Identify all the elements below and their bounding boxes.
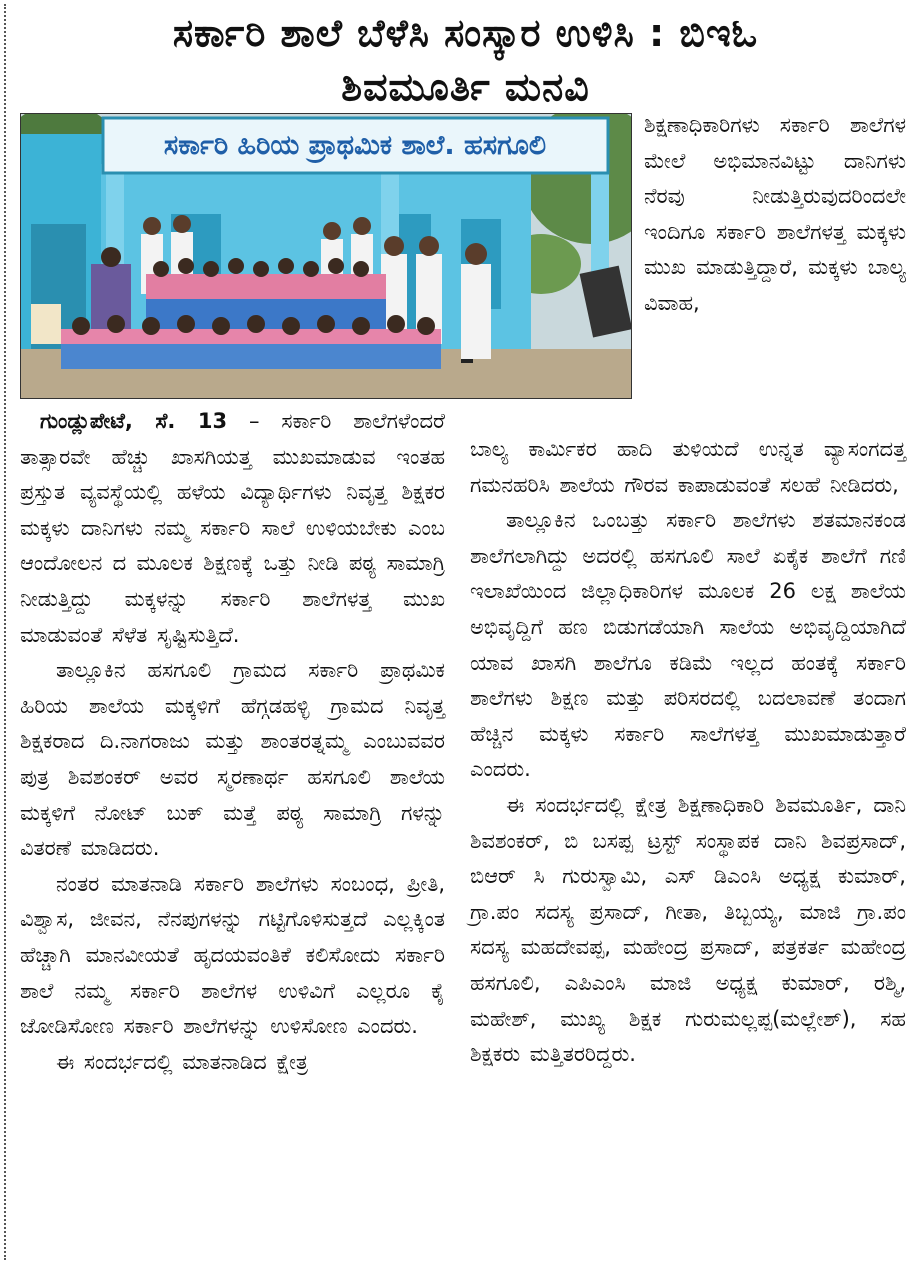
page-border bbox=[4, 4, 6, 1260]
left-column bbox=[20, 404, 445, 1080]
paragraph: ಬಾಲ್ಯ ಕಾರ್ಮಿಕರ ಹಾದಿ ತುಳಿಯದೆ ಉನ್ನತ ವ್ಯಾಸಂಗದತ್ತ ಗಮನಹರಿಸಿ ಶಾಲೆಯ ಗೌರವ ಕಾಪಾಡುವಂತೆ ಸಲಹೆ ನೀಡಿದರು, bbox=[470, 437, 906, 497]
dateline: ಗುಂಡ್ಲುಪೇಟೆ, ಸೆ. 13 bbox=[40, 409, 228, 433]
right-column-top bbox=[644, 108, 906, 322]
lead-text: – ಸರ್ಕಾರಿ ಶಾಲೆಗಳೆಂದರೆ ತಾತ್ಸಾರವೇ ಹೆಚ್ಚು ಖಾಸಗಿಯತ್ತ ಮುಖಮಾಡುವ ಇಂತಹ ಪ್ರಸ್ತುತ ವ್ಯವಸ್ಥೆಯಲ್ಲಿ ಹಳೆಯ ವಿದ್ಯಾರ್ಥಿಗಳು ನಿವೃತ್ತ ಶಿಕ್ಷಕರ ಮಕ್ಕಳು ದಾನಿಗಳು ನಮ್ಮ ಸರ್ಕಾರಿ ಸಾಲೆ ಉಳಿಯಬೇಕು ಎಂಬ ಆಂದೋಲನ ದ ಮೂಲಕ ಶಿಕ್ಷಣಕ್ಕೆ ಒತ್ತು ನೀಡಿ ಪಠ್ಯ ಸಾಮಾಗ್ರಿ ನೀಡುತ್ತಿದ್ದು ಮಕ್ಕಳನ್ನು ಸರ್ಕಾರಿ ಶಾಲೆಗಳತ್ತ ಮುಖ ಮಾಡುವಂತೆ ಸೆಳೆತ ಸೃಷ್ಟಿಸುತ್ತಿದೆ. bbox=[20, 409, 445, 647]
headline-line-2: ಶಿವಮೂರ್ತಿ ಮನವಿ bbox=[341, 65, 590, 109]
paragraph: ಈ ಸಂದರ್ಭದಲ್ಲಿ ಕ್ಷೇತ್ರ ಶಿಕ್ಷಣಾಧಿಕಾರಿ ಶಿವಮೂರ್ತಿ, ದಾನಿ ಶಿವಶಂಕರ್, ಬಿ ಬಸಪ್ಪ ಟ್ರಸ್ಟ್ ಸಂಸ್ಥಾಪಕ ದಾನಿ ಶಿವಪ್ರಸಾದ್, ಬಿಆರ್ ಸಿ ಗುರುಸ್ವಾಮಿ, ಎಸ್ ಡಿಎಂಸಿ ಅಧ್ಯಕ್ಷ ಕುಮಾರ್, ಗ್ರಾ.ಪಂ ಸದಸ್ಯ ಪ್ರಸಾದ್, ಗೀತಾ, ತಿಬ್ಬಯ್ಯ, ಮಾಜಿ ಗ್ರಾ.ಪಂ ಸದಸ್ಯ ಮಹದೇವಪ್ಪ, ಮಹೇಂದ್ರ ಪ್ರಸಾದ್, ಪತ್ರಕರ್ತ ಮಹೇಂದ್ರ ಹಸಗೂಲಿ, ಎಪಿಎಂಸಿ ಮಾಜಿ ಅಧ್ಯಕ್ಷ ಕುಮಾರ್, ರಶ್ಮಿ, ಮಹೇಶ್, ಮುಖ್ಯ ಶಿಕ್ಷಕ ಗುರುಮಲ್ಲಪ್ಪ(ಮಲ್ಲೇಶ್), ಸಹ ಶಿಕ್ಷಕರು ಮತ್ತಿತರರಿದ್ದರು. bbox=[470, 792, 906, 1067]
lead-paragraph bbox=[20, 404, 445, 653]
article-photo bbox=[20, 113, 632, 399]
school-sign: ಸರ್ಕಾರಿ ಹಿರಿಯ ಪ್ರಾಥಮಿಕ ಶಾಲೆ. ಹಸಗೂಲಿ bbox=[163, 130, 547, 161]
headline bbox=[20, 6, 911, 114]
paragraph: ಈ ಸಂದರ್ಭದಲ್ಲಿ ಮಾತನಾಡಿದ ಕ್ಷೇತ್ರ bbox=[56, 1049, 308, 1074]
right-top-paragraph: ಶಿಕ್ಷಣಾಧಿಕಾರಿಗಳು ಸರ್ಕಾರಿ ಶಾಲೆಗಳ ಮೇಲೆ ಅಭಿಮಾನವಿಟ್ಟು ದಾನಿಗಳು ನೆರವು ನೀಡುತ್ತಿರುವುದರಿಂದಲೇ ಇಂದಿಗೂ ಸರ್ಕಾರಿ ಶಾಲೆಗಳತ್ತ ಮಕ್ಕಳು ಮುಖ ಮಾಡುತ್ತಿದ್ದಾರೆ, ಮಕ್ಕಳು ಬಾಲ್ಯ ವಿವಾಹ, bbox=[644, 113, 906, 315]
paragraph: ತಾಲ್ಲೂಕಿನ ಒಂಬತ್ತು ಸರ್ಕಾರಿ ಶಾಲೆಗಳು ಶತಮಾನಕಂಡ ಶಾಲೆಗಲಾಗಿದ್ದು ಅದರಲ್ಲಿ ಹಸಗೂಲಿ ಸಾಲೆ ಏಕೈಕ ಶಾಲೆಗೆ ಗಣಿ ಇಲಾಖೆಯಿಂದ ಜಿಲ್ಲಾಧಿಕಾರಿಗಳ ಮೂಲಕ 26 ಲಕ್ಷ ಶಾಲೆಯ ಅಭಿವೃದ್ದಿಗೆ ಹಣ ಬಿಡುಗಡೆಯಾಗಿ ಸಾಲೆಯ ಅಭಿವೃದ್ದಿಯಾಗಿದೆ ಯಾವ ಖಾಸಗಿ ಶಾಲೆಗೂ ಕಡಿಮೆ ಇಲ್ಲದ ಹಂತಕ್ಕೆ ಸರ್ಕಾರಿ ಶಾಲೆಗಳು ಶಿಕ್ಷಣ ಮತ್ತು ಪರಿಸರದಲ್ಲಿ ಬದಲಾವಣೆ ತಂದಾಗ ಹೆಚ್ಚಿನ ಮಕ್ಕಳು ಸರ್ಕಾರಿ ಸಾಲೆಗಳತ್ತ ಮುಖಮಾಡುತ್ತಾರೆ ಎಂದರು. bbox=[470, 508, 906, 782]
paragraph: ತಾಲ್ಲೂಕಿನ ಹಸಗೂಲಿ ಗ್ರಾಮದ ಸರ್ಕಾರಿ ಪ್ರಾಥಮಿಕ ಹಿರಿಯ ಶಾಲೆಯ ಮಕ್ಕಳಿಗೆ ಹೆಗ್ಗಡಹಳ್ಳಿ ಗ್ರಾಮದ ನಿವೃತ್ತ ಶಿಕ್ಷಕರಾದ ದಿ.ನಾಗರಾಜು ಮತ್ತು ಶಾಂತರತ್ನಮ್ಮ ಎಂಬುವವರ ಪುತ್ರ ಶಿವಶಂಕರ್ ಅವರ ಸ್ಮರಣಾರ್ಥ ಹಸಗೂಲಿ ಶಾಲೆಯ ಮಕ್ಕಳಿಗೆ ನೋಟ್ ಬುಕ್ ಮತ್ತೆ ಪಠ್ಯ ಸಾಮಾಗ್ರಿ ಗಳನ್ನು ವಿತರಣೆ ಮಾಡಿದರು. bbox=[20, 658, 445, 861]
paragraph: ನಂತರ ಮಾತನಾಡಿ ಸರ್ಕಾರಿ ಶಾಲೆಗಳು ಸಂಬಂಧ, ಪ್ರೀತಿ, ವಿಶ್ವಾಸ, ಜೀವನ, ನೆನಪುಗಳನ್ನು ಗಟ್ಟಿಗೊಳಿಸುತ್ತದೆ ಎಲ್ಲಕ್ಕಿಂತ ಹೆಚ್ಚಾಗಿ ಮಾನವೀಯತೆ ಹೃದಯವಂತಿಕೆ ಕಲಿಸೋದು ಸರ್ಕಾರಿ ಶಾಲೆ ನಮ್ಮ ಸರ್ಕಾರಿ ಶಾಲೆಗಳ ಉಳಿವಿಗೆ ಎಲ್ಲರೂ ಕೈ ಜೋಡಿಸೋಣ ಸರ್ಕಾರಿ ಶಾಲೆಗಳನ್ನು ಉಳಿಸೋಣ ಎಂದರು. bbox=[20, 871, 445, 1039]
right-column-bottom bbox=[470, 432, 906, 1073]
headline-line-1: ಸರ್ಕಾರಿ ಶಾಲೆ ಬೆಳೆಸಿ ಸಂಸ್ಕಾರ ಉಳಿಸಿ : ಬಿಇಓ bbox=[172, 11, 759, 55]
